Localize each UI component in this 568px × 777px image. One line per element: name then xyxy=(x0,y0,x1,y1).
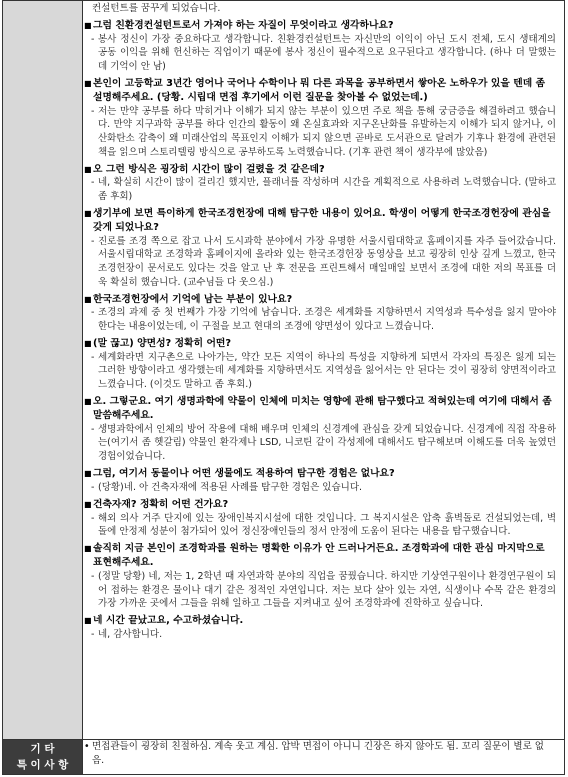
qa-item xyxy=(84,19,556,74)
question: ■ 오. 그렇군요. 여기 생명과학에 약물이 인체에 미치는 영향에 관해 탐구했다고 적혀있는데 여기에 대해서 좀 말씀해주세요. xyxy=(84,395,556,423)
question: ■ 생기부에 보면 특이하게 한국조경헌장에 대해 탐구한 내용이 있어요. 학생이 어떻게 한국조경헌장에 관심을 갖게 되었나요? xyxy=(84,207,556,235)
question: ■ 그럼, 여기서 동물이나 어떤 생물에도 적용하여 탐구한 경험은 없나요? xyxy=(84,467,556,481)
qa-item xyxy=(84,542,556,610)
question: ■ (말 끊고) 양면성? 정확히 어떤? xyxy=(84,337,556,351)
answer: - 봉사 정신이 가장 중요하다고 생각합니다. 친환경컨설턴트는 자신만의 이익이 아닌 도시 전체, 도시 생태계의 공동 이익을 위해 헌신하는 직업이기 때문에 봉사 정신이 필수적으로 요구된다고 생각합니다. (하나 더 말했는데 기억이 안 남) xyxy=(84,33,556,74)
question: ■ 네 시간 끝났고요, 수고하셨습니다. xyxy=(84,614,556,628)
qa-item xyxy=(84,395,556,463)
answer: - 해외 의사 거주 단지에 있는 장애인복지시설에 대한 것입니다. 그 복지시설은 압축 흙벽돌로 건설되었는데, 벽돌에 안정제 성분이 첨가되어 있어 정신장애인들의 정서 안정에 도움이 된다는 내용을 탐구했습니다. xyxy=(84,512,556,539)
question: ■ 건축자재? 정확히 어떤 건가요? xyxy=(84,498,556,512)
answer: - (정말 당황) 네, 저는 1, 2학년 때 자연과학 분야의 직업을 꿈꿨습니다. 하지만 기상연구원이나 환경연구원이 되어 접하는 환경은 물이나 대기 같은 정적인 자연입니다. 저는 보다 살아 있는 자연, 식생이나 수목 같은 환경의 가장 가까운 곳에서 그들을 위해 일하고 그들을 지켜내고 싶어 조경학과에 진학하고 싶습니다. xyxy=(84,570,556,611)
previous-answer-continuation: 컨설턴트를 꿈꾸게 되었습니다. xyxy=(92,3,221,14)
qa-item xyxy=(84,467,556,494)
answer: - 저는 만약 공부를 하다 막히거나 이해가 되지 않는 부분이 있으면 주로 책을 통해 궁금증을 해결하려고 했습니다. 만약 지구과학 공부를 하다 인간의 활동이 왜 온실효과와 지구온난화를 유발하는지 이해가 되지 않거나, 이산화탄소 감축이 왜 미래산업의 목표인지 이해가 되지 않으면 곧바로 도서관으로 달려가 기후나 환경에 관련된 책을 읽으며 스토리텔링 방식으로 공부하도록 노력했습니다. (기후 관련 책이 생각부에 많았음) xyxy=(84,105,556,159)
answer: - 생명과학에서 인체의 방어 작용에 대해 배우며 인체의 신경계에 관심을 갖게 되었습니다. 신경계에 직접 작용하는(여기서 좀 헷갈림) 약물인 환각제나 LSD, 니코틴 같이 각성제에 대해서도 탐구해보며 이해도를 더욱 높였던 경험이었습니다. xyxy=(84,423,556,464)
qa-item xyxy=(84,163,556,204)
qa-item xyxy=(84,207,556,289)
question: ■ 솔직히 지금 본인이 조경학과를 원하는 명확한 이유가 안 드러나거든요. 조경학과에 대한 관심 마지막으로 표현해주세요. xyxy=(84,542,556,570)
question: ■ 본인이 고등학교 3년간 영어나 국어나 수학이나 뭐 다른 과목을 공부하면서 쌓아온 노하우가 있을 텐데 좀 설명해주세요. (당황. 시립대 면접 후기에서 이런 질문을 찾아볼 수 없었는데.) xyxy=(84,77,556,105)
side-label-line1: 기 타 xyxy=(30,743,55,755)
qa-item xyxy=(84,337,556,392)
side-label-special-notes xyxy=(3,739,82,774)
answer: - 세계화라면 지구촌으로 나아가는, 약간 모든 지역이 하나의 특성을 지향하게 되면서 각자의 특징은 잃게 되는 그러한 방향이라고 생각했는데 세계화를 지향하면서도 지역성을 잃어서는 안 된다는 것이 굉장히 양면적이라고 느꼈습니다. (이것도 말하고 좀 후회.) xyxy=(84,351,556,392)
qa-item xyxy=(84,614,556,641)
answer: - 조경의 과제 중 첫 번째가 가장 기억에 남습니다. 조경은 세계화를 지향하면서 지역성과 특수성을 잃지 말아야 한다는 내용이었는데, 이 구절을 보고 현대의 조경에 양면성이 있다고 느꼈습니다. xyxy=(84,306,556,333)
qa-item xyxy=(84,77,556,159)
question: ■ 그럼 친환경컨설턴트로서 가져야 하는 자질이 무엇이라고 생각하나요? xyxy=(84,19,556,33)
special-notes-text: • 면접관들이 굉장히 친절하심. 계속 웃고 계심. 압박 면접이 아니니 긴장은 하지 않아도 됨. 꼬리 질문이 별로 없음. xyxy=(84,740,556,767)
question: ■ 한국조경헌장에서 기억에 남는 부분이 있나요? xyxy=(84,293,556,307)
question: ■ 오 그런 방식은 굉장히 시간이 많이 걸렸을 것 같은데? xyxy=(84,163,556,177)
answer: - 네, 확실히 시간이 많이 걸리긴 했지만, 플래너를 작성하며 시간을 계획적으로 사용하려 노력했습니다. (말하고 좀 후회) xyxy=(84,176,556,203)
qa-item xyxy=(84,498,556,539)
answer: - (당황)네. 아 건축자재에 적용된 사례를 탐구한 경험은 있습니다. xyxy=(84,481,556,495)
side-label-column xyxy=(3,1,83,774)
answer: - 진로를 조경 쪽으로 잡고 나서 도시과학 분야에서 가장 유명한 서울시립대학교 홈페이지를 자주 들어갔습니다. 서울시립대학교 조경학과 홈페이지에 올라와 있는 한국조경헌장 동영상을 보고 굉장히 인상 깊게 느꼈고, 한국조경헌장이 문서로도 있다는 것을 알고 난 후 전문을 프린트해서 매일매일 보면서 조경에 대한 저의 목표를 더욱 확실히 했습니다. (교수님들 다 웃으심.) xyxy=(84,235,556,289)
answer: - 네, 감사합니다. xyxy=(84,628,556,642)
qa-item xyxy=(84,293,556,334)
side-label-blank xyxy=(3,1,82,739)
side-label-line2: 특 이 사 항 xyxy=(16,759,69,771)
interview-qa-content xyxy=(84,2,556,736)
